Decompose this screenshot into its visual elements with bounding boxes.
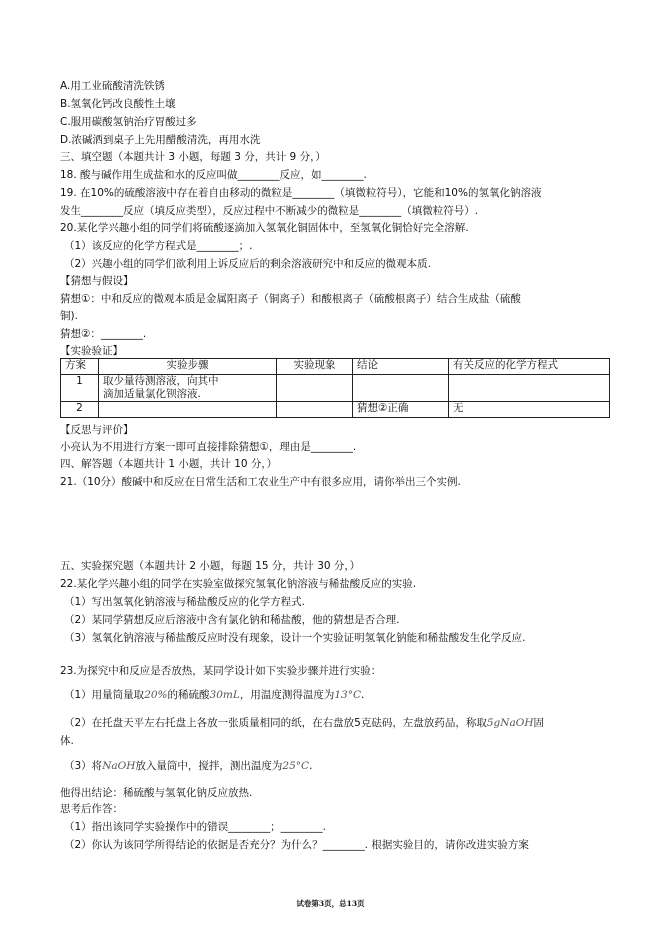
question-20-line1: 20.某化学兴趣小组的同学们将硫酸逐滴加入氢氧化铜固体中，至氢氧化铜恰好完全溶解.: [60, 222, 469, 234]
table-cell: 猜想②正确: [353, 402, 449, 418]
step-line: 取少量待测溶液，向其中: [103, 375, 219, 387]
guess1-line1: 猜想①：中和反应的微观本质是金属阳离子（铜离子）和酸根离子（硫酸根离子）结合生成盐（硫酸: [60, 293, 521, 305]
text: （3）将: [64, 760, 103, 772]
reflect-text: 小亮认为不用进行方案一即可直接排除猜想①，理由是________.: [60, 441, 357, 453]
question-21: 21.（10分）酸碱中和反应在日常生活和工农业生产中有很多应用，请你举出三个实例.: [60, 476, 461, 488]
question-23-sub2-line2: 体.: [60, 735, 74, 747]
step-line: 滴加适量氯化钡溶液.: [103, 388, 201, 400]
question-22-sub3: （3）氢氧化钠溶液与稀盐酸反应时没有现象，设计一个实验证明氢氧化钠能和稀盐酸发生化学反应.: [64, 632, 526, 644]
question-20-sub2: （2）兴趣小组的同学们欲利用上诉反应后的剩余溶液研究中和反应的微观本质.: [64, 258, 432, 270]
math-temperature: 13°C: [334, 689, 361, 701]
question-23: 23.为探究中和反应是否放热，某同学设计如下实验步骤并进行实验：: [60, 665, 382, 677]
table-cell: [353, 375, 449, 402]
text: .: [360, 689, 365, 701]
table-header: 结论: [353, 359, 449, 375]
text: （1）用量筒量取: [64, 689, 145, 701]
option-b: B.氢氧化钙改良酸性土壤: [60, 98, 176, 110]
question-22-sub2: （2）某同学猜想反应后溶液中含有氯化钠和稀盐酸，他的猜想是否合理.: [64, 614, 400, 626]
reflect-title: 【反思与评价】: [60, 424, 134, 436]
page-footer: 试卷第3页，总13页: [296, 899, 365, 908]
table-header: 有关反应的化学方程式: [449, 359, 610, 375]
table-header: 实验现象: [277, 359, 353, 375]
text: ，用温度测得温度为: [239, 689, 335, 701]
table-cell: 1: [61, 375, 99, 402]
text: （2）在托盘天平左右托盘上各放一张质量相同的纸，在右盘放5克砝码，左盘放药品，称取: [64, 717, 487, 729]
text: 的稀硫酸: [167, 689, 210, 701]
table-cell: [99, 402, 277, 418]
text: 放入量筒中，搅拌，测出温度为: [135, 760, 283, 772]
table-cell: [449, 375, 610, 402]
table-cell: 无: [449, 402, 610, 418]
guess1-line2: 铜).: [60, 310, 78, 322]
experiment-table: [60, 358, 610, 418]
question-23-sub3: [64, 759, 312, 773]
question-19-line2: 发生________反应（填反应类型），反应过程中不断减少的微粒是________（填微粒符号）.: [60, 205, 479, 217]
section3-heading: 三、填空题（本题共计 3 小题，每题 3 分，共计 9 分，）: [60, 151, 326, 163]
table-cell: [277, 375, 353, 402]
table-header-row: [61, 359, 610, 375]
answer-1: （1）指出该同学实验操作中的错误________；________.: [64, 821, 327, 833]
text: 固: [533, 717, 544, 729]
question-23-sub1: [64, 688, 364, 702]
table-row: [61, 402, 610, 418]
section4-heading: 四、解答题（本题共计 1 小题，共计 10 分，）: [60, 458, 278, 470]
table-cell: 2: [61, 402, 99, 418]
math-mass: 5gNaOH: [486, 717, 534, 729]
verify-title: 【实验验证】: [60, 345, 123, 357]
math-naoh: NaOH: [102, 760, 136, 772]
table-row: [61, 375, 610, 402]
question-23-sub2: [64, 716, 544, 730]
think-line: 思考后作答：: [60, 803, 123, 815]
option-d: D.浓碱洒到桌子上先用醋酸清洗，再用水洗: [60, 134, 261, 146]
question-22-sub1: （1）写出氢氧化钠溶液与稀盐酸反应的化学方程式.: [64, 596, 306, 608]
question-19-line1: 19. 在10%的硫酸溶液中存在着自由移动的微粒是________（填微粒符号），它能和10%的氢氧化钠溶液: [60, 187, 542, 199]
conclusion-line: 他得出结论：稀硫酸与氢氧化钠反应放热.: [60, 787, 253, 799]
option-a: A.用工业硫酸清洗铁锈: [60, 80, 165, 92]
section5-heading: 五、实验探究题（本题共计 2 小题，每题 15 分，共计 30 分，）: [60, 560, 361, 572]
math-volume: 30mL: [209, 689, 240, 701]
question-18: 18. 酸与碱作用生成盐和水的反应叫做________反应，如________.: [60, 169, 367, 181]
question-20-sub1: （1）该反应的化学方程式是________；.: [64, 240, 253, 252]
text: .: [309, 760, 313, 772]
math-temperature: 25°C: [282, 760, 310, 772]
answer-2: （2）你认为该同学所得结论的依据是否充分？为什么？________. 根据实验目的，请你改进实验方案: [64, 839, 529, 851]
guess2: 猜想②：________.: [60, 328, 147, 340]
table-cell: [99, 375, 277, 402]
table-header: 实验步骤: [99, 359, 277, 375]
table-header: 方案: [61, 359, 99, 375]
question-22: 22.某化学兴趣小组的同学在实验室做探究氢氧化钠溶液与稀盐酸反应的实验.: [60, 578, 417, 590]
option-c: C.服用碳酸氢钠治疗胃酸过多: [60, 116, 197, 128]
guess-title: 【猜想与假设】: [60, 275, 134, 287]
table-cell: [277, 402, 353, 418]
math-concentration: 20%: [144, 689, 168, 701]
